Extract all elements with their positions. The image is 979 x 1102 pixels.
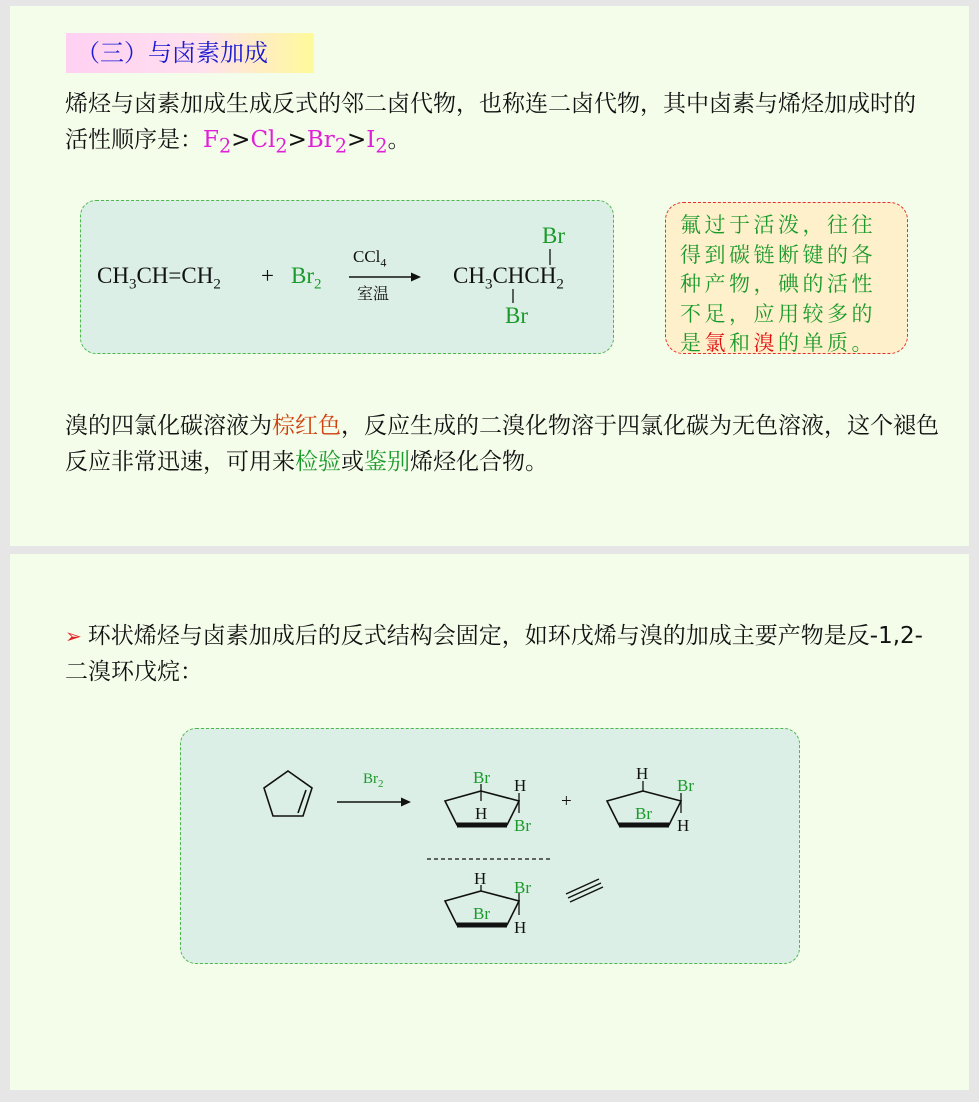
cyclopentene-scheme-box bbox=[180, 728, 800, 964]
section-title: （三）与卤素加成 bbox=[66, 33, 314, 73]
order-cl2: $Cl_2$ bbox=[250, 127, 288, 158]
cyclic-paragraph bbox=[65, 618, 945, 690]
order-i2: $I_2$ bbox=[366, 127, 388, 158]
bond-top bbox=[547, 249, 553, 267]
note-text: 氟过于活泼，往往得到碳链断键的各种产物，碘的活性不足，应用较多的是 bbox=[680, 213, 876, 355]
intro-text: 烯烃与卤素加成生成反式的邻二卤代物，也称连二卤代物，其中卤素与烯烃加成时的活性顺序是： bbox=[65, 91, 916, 153]
p3-h-right: H bbox=[514, 918, 527, 937]
order-sep-1: > bbox=[231, 127, 251, 153]
para2-text-c: 烯烃化合物。 bbox=[410, 449, 548, 475]
p3-br-right: Br bbox=[514, 878, 531, 897]
plus-sign: + bbox=[261, 263, 274, 288]
scheme-arrow bbox=[337, 798, 411, 807]
p2-h-top: H bbox=[636, 764, 649, 783]
scheme-plus: + bbox=[561, 791, 572, 812]
reagent-br2: $Br_2$ bbox=[291, 263, 322, 293]
halogen-reactivity-note bbox=[665, 202, 908, 354]
cyclopentene-structure bbox=[264, 771, 312, 816]
reaction-equation-box bbox=[80, 200, 614, 354]
reddish-brown-word: 棕红色 bbox=[272, 413, 341, 439]
note-end: 的单质。 bbox=[778, 331, 876, 355]
para2-text-a: 溴的四氯化碳溶液为 bbox=[65, 413, 272, 439]
order-sep-3: > bbox=[347, 127, 367, 153]
condition-room-temp: 室温 bbox=[357, 284, 390, 303]
para2-or: 或 bbox=[341, 449, 364, 475]
product-br-top: Br bbox=[542, 223, 565, 248]
p1-h-right: H bbox=[514, 776, 527, 795]
equivalence-icon bbox=[566, 879, 603, 902]
scheme-reagent-br: $Br_2$ bbox=[363, 771, 384, 790]
order-sep-2: > bbox=[287, 127, 307, 153]
para2-text-b: ，反应生成的二溴化物溶于四氯化碳为无色溶液，这个褪色反应非常迅速，可用来 bbox=[65, 413, 939, 475]
p2-br-right: Br bbox=[677, 776, 694, 795]
order-end: 。 bbox=[387, 127, 411, 153]
p2-h-right: H bbox=[677, 816, 690, 835]
identify-word: 鉴别 bbox=[364, 449, 410, 475]
note-and: 和 bbox=[729, 331, 754, 355]
p1-h-inner: H bbox=[475, 804, 488, 823]
note-bromine: 溴 bbox=[753, 331, 778, 355]
p2-br-inner: Br bbox=[635, 804, 652, 823]
arrow-bullet-icon: ➢ bbox=[65, 624, 82, 648]
slide-halogen-addition bbox=[10, 6, 969, 546]
p1-br-top: Br bbox=[473, 768, 490, 787]
product-br-bottom: Br bbox=[505, 303, 528, 328]
order-f2: $F_2$ bbox=[203, 127, 232, 158]
cyclopentene-scheme bbox=[181, 729, 799, 963]
condition-ccl4: CCl$_4$ bbox=[353, 247, 387, 270]
test-word: 检验 bbox=[295, 449, 341, 475]
product-dibromopropane: $CH_3CHCH_2$ bbox=[453, 263, 564, 293]
decolorization-paragraph bbox=[65, 408, 945, 480]
p3-h-top: H bbox=[474, 869, 487, 888]
slide-cyclic-alkene bbox=[10, 554, 969, 1090]
note-chlorine: 氯 bbox=[704, 331, 729, 355]
intro-paragraph bbox=[65, 86, 925, 165]
cyclic-text: 环状烯烃与卤素加成后的反式结构会固定，如环戊烯与溴的加成主要产物是反-1,2-二溴环戊烷： bbox=[65, 623, 923, 685]
p1-br-right: Br bbox=[514, 816, 531, 835]
p3-br-inner: Br bbox=[473, 904, 490, 923]
order-br2: $Br_2$ bbox=[306, 127, 348, 158]
reactant-propene: $CH_3CH=CH_2$ bbox=[97, 263, 221, 293]
